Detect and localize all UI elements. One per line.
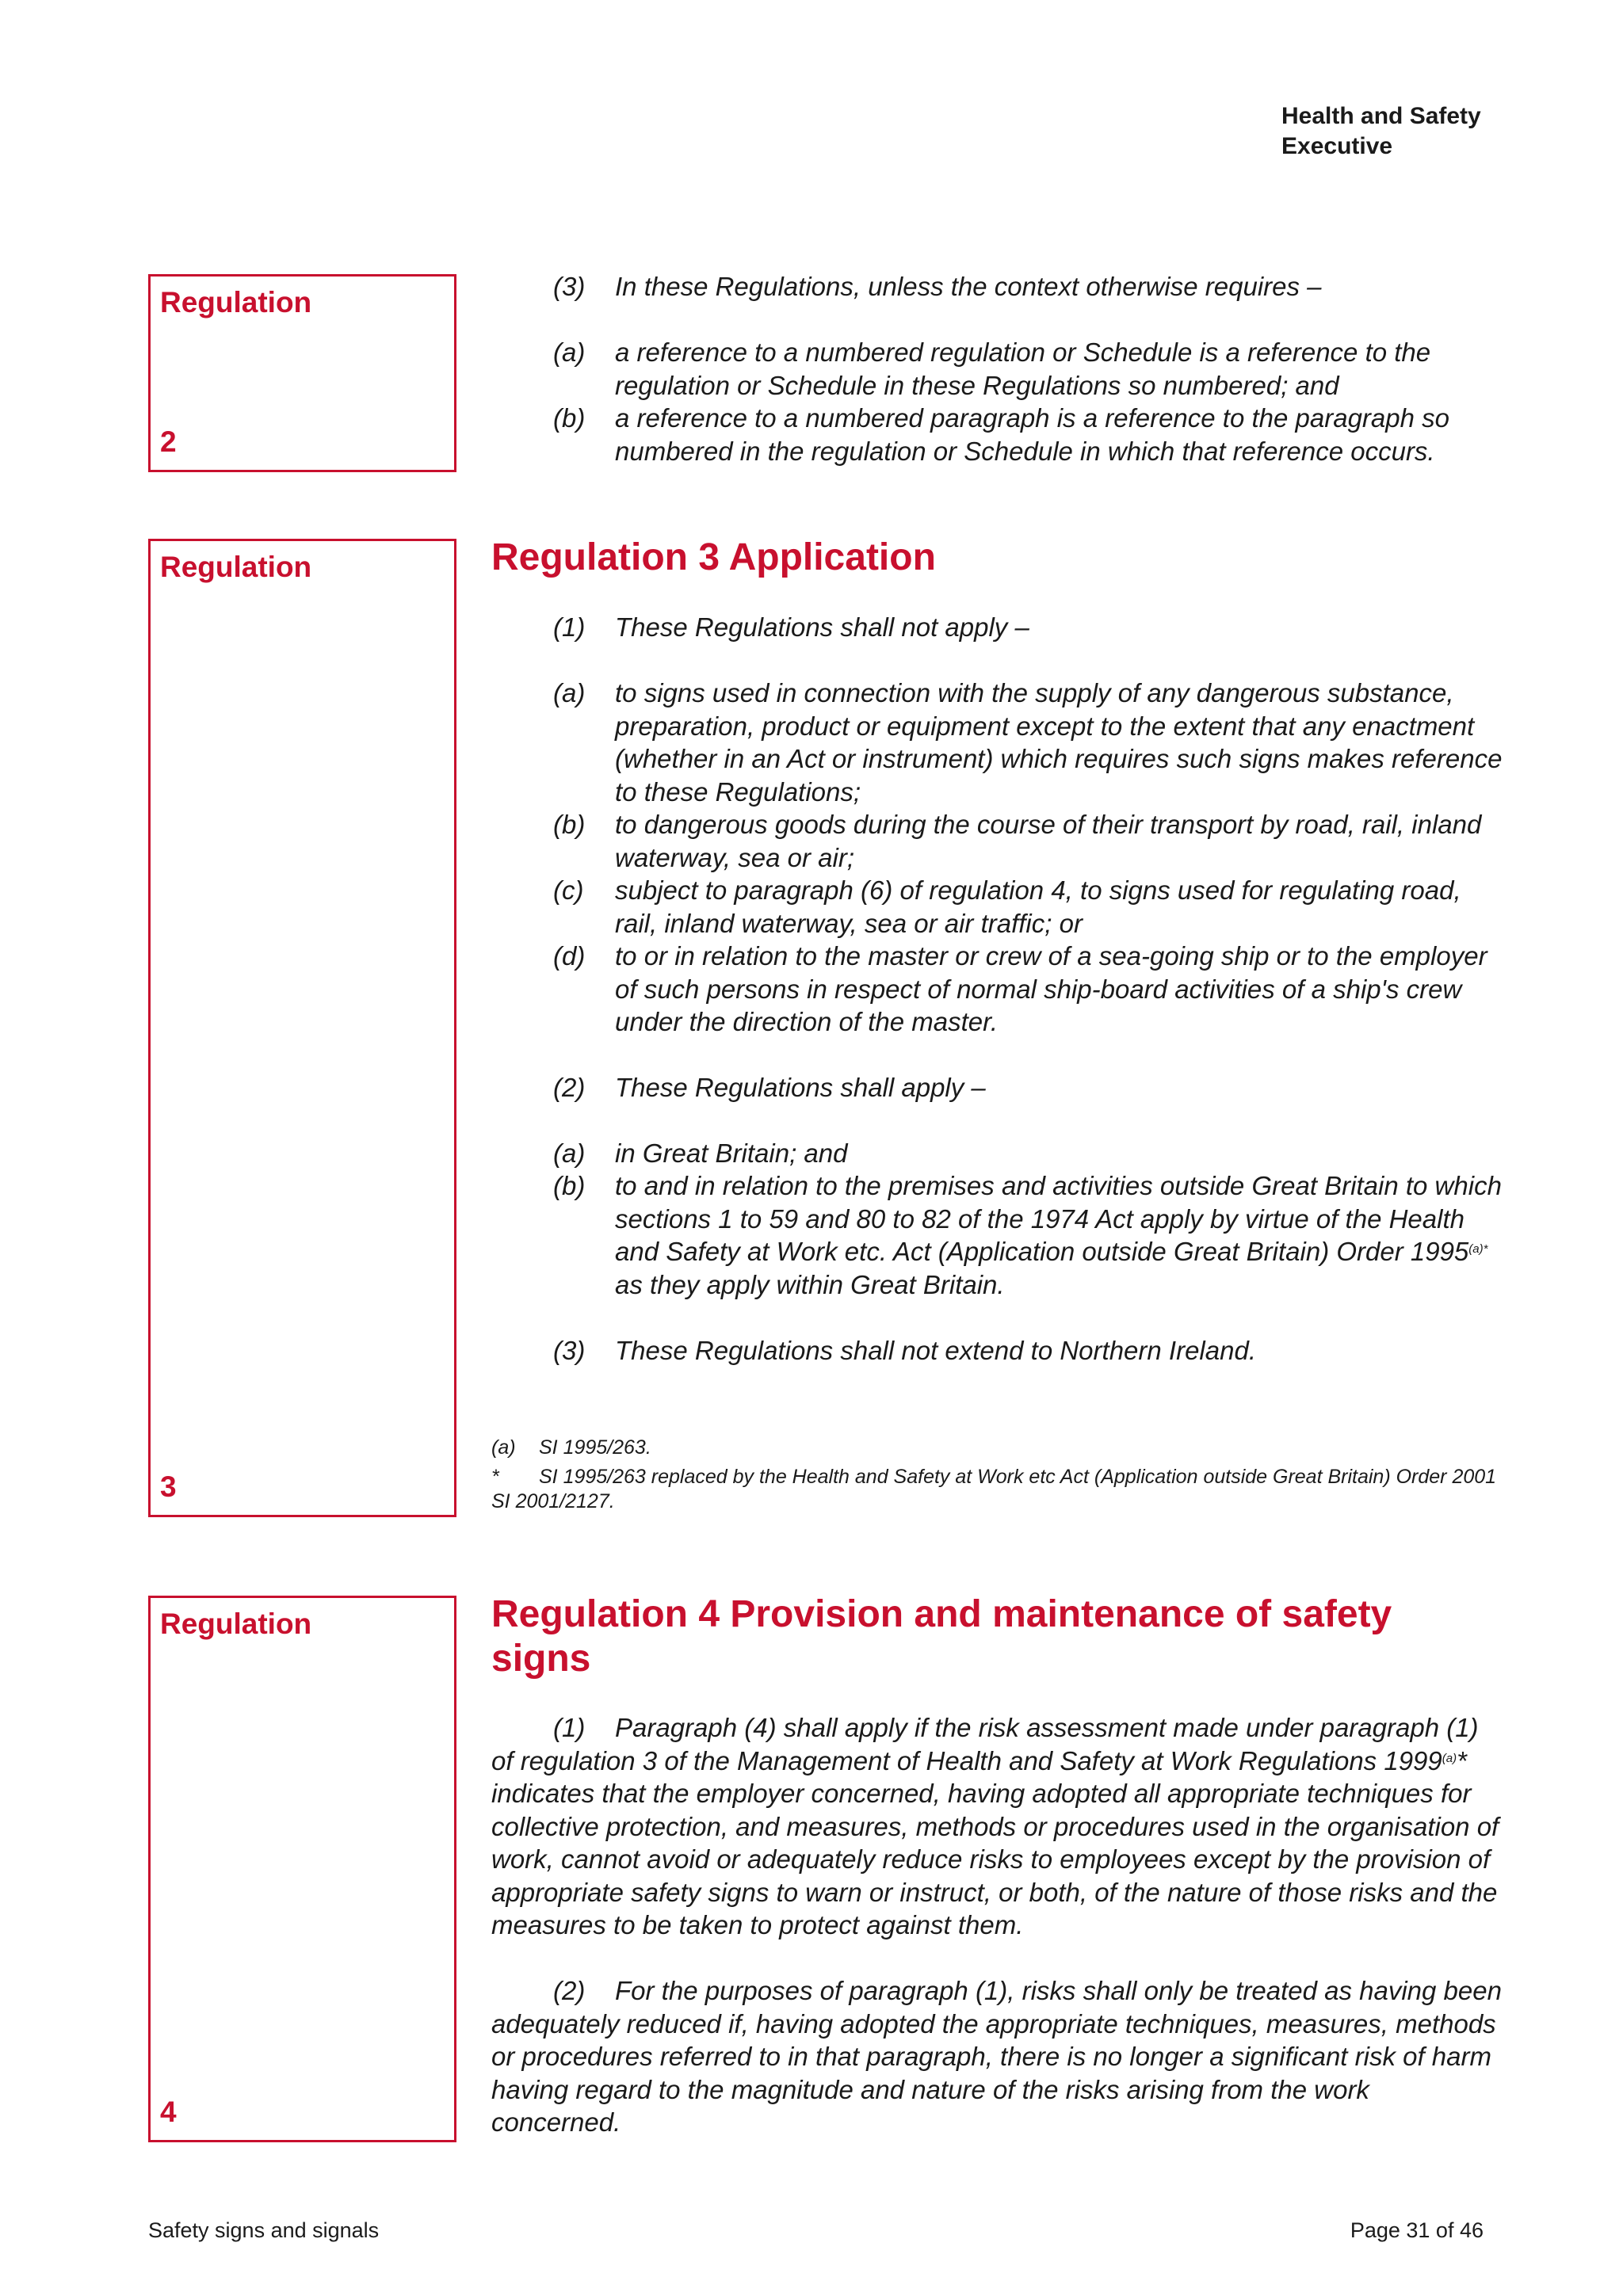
regulation-label: Regulation (160, 551, 312, 583)
item-text: in Great Britain; and (615, 1138, 848, 1168)
reg4-paragraph-2 (491, 1974, 1502, 2139)
regulation-3-margin-box (148, 539, 456, 1517)
footnote-text: SI 1995/263 replaced by the Health and Safety at Work etc Act (Application outside Great Britain) Order 2001 SI 2001/2127. (491, 1466, 1497, 1512)
paragraph-mark: (2) (553, 1976, 586, 2005)
item-mark: (c) (553, 875, 584, 905)
item-text: subject to paragraph (6) of regulation 4, to signs used for regulating road, rail, inland waterway, sea or air traffic; or (615, 875, 1461, 938)
regulation-number: 4 (160, 2096, 177, 2128)
footer-document-title: Safety signs and signals (148, 2218, 380, 2242)
paragraph-text: These Regulations shall not apply – (615, 612, 1029, 642)
item-text (615, 1169, 1504, 1301)
footer-page-number: Page 31 of 46 (1350, 2218, 1484, 2242)
org-name-line2: Executive (1281, 133, 1393, 159)
item-mark: (d) (553, 941, 586, 971)
reg4-paragraph-1 (491, 1711, 1502, 1942)
paragraph-text: In these Regulations, unless the context otherwise requires – (615, 272, 1322, 301)
item-mark: (b) (553, 810, 586, 839)
reg3-footnote-a (491, 1436, 1498, 1460)
item-text-main: to and in relation to the premises and activities outside Great Britain to which sections 1 to 59 and 80 to 82 of the 1974 Act apply by virtue of the Health and Safety at Work etc. Act (Application outside Great Britain) Order 1995 (615, 1171, 1502, 1266)
regulation-number: 2 (160, 425, 177, 458)
item-mark: (a) (553, 338, 586, 367)
item-text-tail: as they apply within Great Britain. (615, 1269, 1005, 1299)
footnote-ref: (a) (1442, 1751, 1457, 1765)
regulation-4-heading: Regulation 4 Provision and maintenance of safety signs (491, 1593, 1392, 1680)
item-text: a reference to a numbered regulation or Schedule is a reference to the regulation or Schedule in these Regulations so numbered; and (615, 338, 1431, 400)
reg3-footnote-star (491, 1465, 1498, 1514)
paragraph-text-tail: * indicates that the employer concerned, having adopted all appropriate techniques for collective protection, and measures, methods or procedures used in the organisation of work, cannot avoid or adequately reduce risks to employees except by the provision of appropriate safety signs to warn or instruct, or both, of the nature of those risks and the measures to be taken to protect against them. (491, 1745, 1499, 1939)
regulation-4-margin-box (148, 1596, 456, 2142)
regulation-3-heading: Regulation 3 Application (491, 536, 936, 578)
item-text: to dangerous goods during the course of their transport by road, rail, inland waterway, sea or air; (615, 810, 1482, 872)
paragraph-mark: (2) (553, 1073, 586, 1102)
paragraph-mark: (3) (553, 1336, 586, 1365)
hse-logo-text (1281, 101, 1481, 162)
item-mark: (a) (553, 678, 586, 707)
item-mark: (b) (553, 403, 586, 433)
paragraph-text: These Regulations shall apply – (615, 1073, 986, 1102)
paragraph-mark: (1) (553, 1713, 586, 1742)
paragraph-mark: (1) (553, 612, 586, 642)
regulation-number: 3 (160, 1470, 177, 1503)
item-text: to signs used in connection with the supply of any dangerous substance, preparation, product or equipment except to the extent that any enactment (whether in an Act or instrument) which requires such signs makes reference to these Regulations; (615, 678, 1503, 807)
paragraph-text-main: Paragraph (4) shall apply if the risk assessment made under paragraph (1) of regulation 3 of the Management of Health and Safety at Work Regulations 1999 (491, 1713, 1479, 1775)
paragraph-mark: (3) (553, 272, 586, 301)
footnote-mark: * (491, 1466, 499, 1488)
footnote-mark: (a) (491, 1436, 516, 1459)
item-mark: (a) (553, 1138, 586, 1168)
footnote-text: SI 1995/263. (539, 1436, 651, 1459)
paragraph-text: These Regulations shall not extend to Northern Ireland. (615, 1336, 1256, 1365)
regulation-label: Regulation (160, 286, 312, 318)
regulation-label: Regulation (160, 1608, 312, 1640)
item-mark: (b) (553, 1171, 586, 1200)
item-text: a reference to a numbered paragraph is a reference to the paragraph so numbered in the regulation or Schedule in which that reference occurs. (615, 403, 1450, 466)
org-name-line1: Health and Safety (1281, 103, 1481, 129)
footnote-ref: (a)* (1468, 1242, 1488, 1256)
item-text: to or in relation to the master or crew of a sea-going ship or to the employer of such persons in respect of normal ship-board activities of a ship's crew under the direction of the master. (615, 941, 1487, 1036)
regulation-2-margin-box (148, 274, 456, 472)
paragraph-text: For the purposes of paragraph (1), risks shall only be treated as having been adequately reduced if, having adopted the appropriate techniques, measures, methods or procedures referred to in that paragraph, there is no longer a significant risk of harm having regard to the magnitude and nature of the risks arising from the work concerned. (491, 1976, 1502, 2137)
